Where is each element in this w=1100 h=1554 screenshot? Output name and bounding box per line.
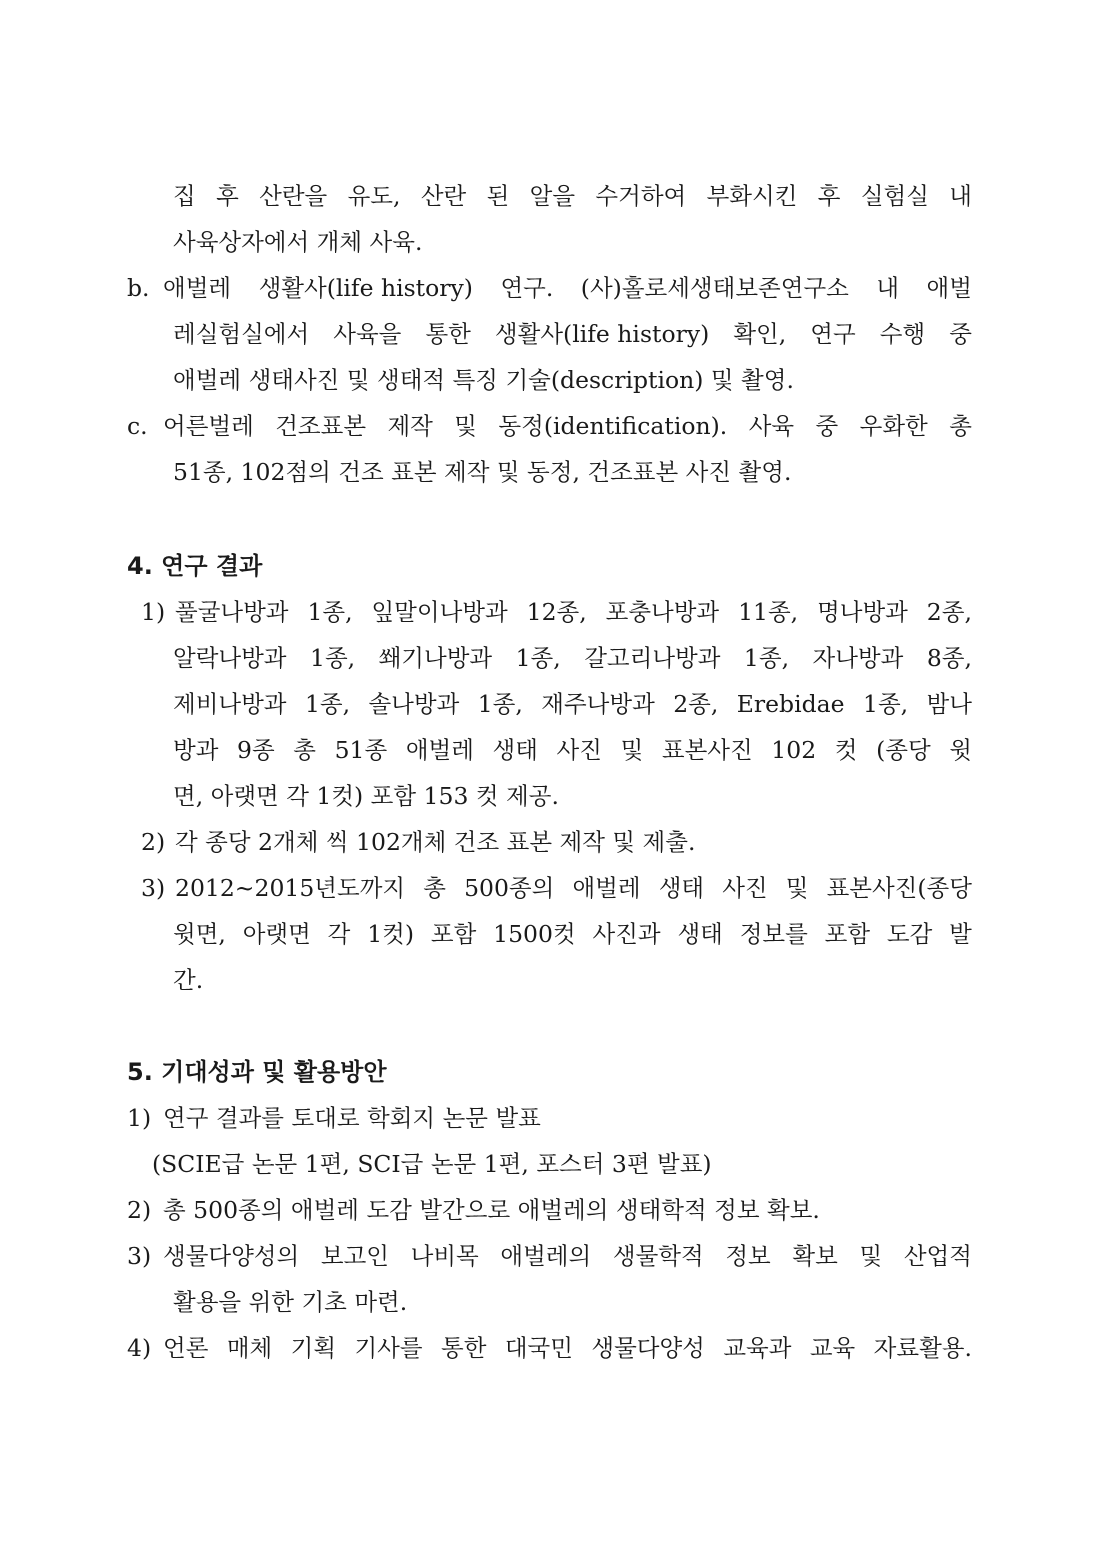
method-b-line-1-word: 생활사(life history) [258,274,473,302]
section-4-item-1-line-2-word: 8종, [926,644,972,672]
method-b-line-2-word: 생활사(life history) [494,320,710,348]
method-c-line-1-word: 사육 [748,412,795,440]
section-4-item-1-line-4 [0,732,1100,768]
method-b-line-2-word: 수행 [879,320,926,348]
section-4-item-1-line-4-word: 윗 [949,736,972,764]
section-4-item-3-line-1-word: 2012~2015년도까지 [175,874,406,902]
intro-line-1-word: 후 [216,182,239,210]
intro-line-1-word: 후 [817,182,841,210]
section-5-item-3-line-1 [0,1238,1100,1274]
method-b-line-2-word: 레실험실에서 [173,320,310,348]
section-4-item-1-line-2-word: 알락나방과 [173,644,287,672]
method-b-marker: b. [127,274,150,302]
section-4-item-1-line-5: 면, 아랫면 각 1컷) 포함 153 컷 제공. [173,782,559,810]
intro-line-1-word: 수거하여 [595,182,687,210]
intro-line-1-word: 알을 [529,182,576,210]
section-4-item-1-line-3-word: 솔나방과 [368,690,460,718]
method-b-line-2-word: 연구 [810,320,856,348]
section-4-item-3-line-2-word: 윗면, [173,920,226,948]
section-5-item-3-line-1-word: 나비목 [410,1242,479,1270]
section-4-item-3-line-2-word: 발 [949,920,972,948]
section-4-item-3-line-2-word: 도감 [886,920,933,948]
section-5-item-3-marker: 3) [127,1242,152,1270]
section-4-item-3-line-1-word: 생태 [658,874,705,902]
section-4-item-1-line-3-word: 밤나 [926,690,972,718]
section-4-item-1-line-3-word: 2종, [673,690,719,718]
section-4-item-3-line-3: 간. [173,966,204,994]
section-4-item-1-line-2-word: 쐐기나방과 [378,644,493,672]
section-4-item-1-line-3-word: Erebidae [736,690,845,718]
section-4-item-1-line-4-word: 9종 [237,736,275,764]
section-5-item-1-line-1: 연구 결과를 토대로 학회지 논문 발표 [163,1104,541,1132]
section-4-item-1-line-4-word: 생태 [492,736,538,764]
section-4-item-3-line-1-word: 애벌레 [572,874,641,902]
intro-line-2: 사육상자에서 개체 사육. [173,228,423,256]
section-4-item-1-line-4-word: 사진 [556,736,602,764]
method-b-line-1-word: 애벌레 [163,274,232,302]
section-4-item-1-line-4-word: 표본사진 [661,736,753,764]
section-4-item-3-line-2-word: 생태 [677,920,723,948]
section-4-item-1-line-1-word: 2종, [926,598,972,626]
section-4-item-1-line-2-word: 갈고리나방과 [584,644,721,672]
section-5-item-4-line-1-word: 매체 [226,1334,273,1362]
section-5-item-4-line-1-word: 기획 [290,1334,337,1362]
section-4-item-1-line-3-word: 제비나방과 [173,690,287,718]
intro-line-1 [0,178,1100,214]
section-4-item-1-line-1-word: 명나방과 [817,598,908,626]
section-5-item-2-marker: 2) [127,1196,152,1224]
section-4-item-3-line-2-word: 사진과 [592,920,661,948]
section-4-item-3-line-2-word: 1컷) [367,920,415,948]
section-4-item-3-line-2 [0,916,1100,952]
section-4-item-1-line-1-word: 풀굴나방과 [175,598,289,626]
method-c-line-1-word: 및 [454,412,477,440]
method-c-line-1 [0,408,1100,444]
section-4-item-1-marker: 1) [141,598,166,626]
section-4-item-2-line-1: 각 종당 2개체 씩 102개체 건조 표본 제작 및 제출. [175,828,696,856]
section-4-item-1-line-1-word: 12종, [526,598,587,626]
intro-line-1-word: 된 [486,182,510,210]
section-4-item-3-line-2-word: 아랫면 [242,920,311,948]
method-b-line-2-word: 중 [949,320,972,348]
section-4-item-3-line-2-word: 정보를 [739,920,808,948]
intro-line-1-word: 집 [173,182,196,210]
method-b-line-1-word: 내 [876,274,900,302]
section-4-item-1-line-1-word: 포충나방과 [605,598,720,626]
section-4-item-1-line-2-word: 1종, [310,644,356,672]
section-4-item-1-line-1 [0,594,1100,630]
section-5-item-4-line-1-word: 언론 [163,1334,209,1362]
method-c-line-1-word: 어른벌레 [163,412,254,440]
section-4-item-1-line-4-word: 방과 [173,736,219,764]
section-5-item-4-marker: 4) [127,1334,152,1362]
section-4-item-3-line-1-word: 총 [423,874,446,902]
section-5-item-4-line-1-word: 대국민 [504,1334,573,1362]
method-b-line-3: 애벌레 생태사진 및 생태적 특징 기술(description) 및 촬영. [173,366,794,394]
section-4-item-1-line-1-word: 1종, [307,598,353,626]
section-5-item-3-line-1-word: 생물다양성의 [163,1242,300,1270]
section-4-item-3-line-2-word: 포함 [430,920,477,948]
section-5-item-3-line-2: 활용을 위한 기초 마련. [173,1288,408,1316]
section-4-item-1-line-4-word: 102 [771,736,817,764]
method-c-marker: c. [127,412,148,440]
section-4-item-1-line-3-word: 재주나방과 [541,690,655,718]
section-4-item-1-line-3-word: 1종, [477,690,523,718]
section-4-item-1-line-2-word: 1종, [515,644,561,672]
method-c-line-1-word: 중 [815,412,839,440]
section-5-heading: 5. 기대성과 및 활용방안 [127,1058,387,1086]
section-5-item-3-line-1-word: 확보 [792,1242,838,1270]
method-c-line-1-word: 총 [949,412,972,440]
section-4-item-3-line-1-word: 표본사진(종당 [826,874,972,902]
section-5-item-4-line-1-word: 교육과 [723,1334,792,1362]
section-4-item-3-line-1-word: 및 [785,874,809,902]
method-b-line-1-word: 연구. [500,274,554,302]
section-4-item-1-line-2 [0,640,1100,676]
intro-line-1-word: 산란을 [259,182,328,210]
method-b-line-2 [0,316,1100,352]
section-4-item-3-line-2-word: 각 [327,920,351,948]
section-4-item-3-line-2-word: 포함 [824,920,871,948]
intro-line-1-word: 실험실 [860,182,929,210]
section-5-item-3-line-1-word: 정보 [725,1242,771,1270]
section-5-item-2-line-1: 총 500종의 애벌레 도감 발간으로 애벌레의 생태학적 정보 확보. [163,1196,820,1224]
section-4-item-3-line-1-word: 500종의 [464,874,555,902]
section-5-item-1-marker: 1) [127,1104,152,1132]
section-5-item-3-line-1-word: 산업적 [903,1242,972,1270]
section-4-item-3-line-1-word: 사진 [722,874,768,902]
method-b-line-1 [0,270,1100,306]
intro-line-1-word: 부화시킨 [706,182,798,210]
section-4-item-1-line-4-word: 컷 [834,736,858,764]
method-b-line-2-word: 확인, [733,320,787,348]
section-5-item-3-line-1-word: 생물학적 [612,1242,704,1270]
section-5-item-3-line-1-word: 애벌레의 [500,1242,592,1270]
section-4-item-1-line-3 [0,686,1100,722]
intro-line-1-word: 유도, [347,182,401,210]
method-b-line-1-word: (사)홀로세생태보존연구소 [580,274,849,302]
section-4-item-1-line-2-word: 1종, [743,644,790,672]
section-5-item-1-line-2: (SCIE급 논문 1편, SCI급 논문 1편, 포스터 3편 발표) [152,1150,712,1178]
intro-line-1-word: 산란 [420,182,467,210]
method-c-line-1-word: 제작 [387,412,433,440]
method-c-line-2: 51종, 102점의 건조 표본 제작 및 동정, 건조표본 사진 촬영. [173,458,792,486]
section-4-item-2-marker: 2) [141,828,166,856]
section-4-heading: 4. 연구 결과 [127,552,263,580]
section-5-item-4-line-1-word: 자료활용. [873,1334,972,1362]
section-4-item-1-line-3-word: 1종, [304,690,351,718]
section-5-item-3-line-1-word: 보고인 [320,1242,389,1270]
method-c-line-1-word: 우화한 [859,412,928,440]
section-5-item-4-line-1-word: 통한 [441,1334,487,1362]
section-5-item-4-line-1-word: 기사를 [354,1334,423,1362]
section-4-item-1-line-4-word: 총 [293,736,316,764]
section-4-item-1-line-4-word: 및 [620,736,644,764]
section-4-item-3-line-2-word: 1500컷 [493,920,576,948]
method-b-line-2-word: 통한 [425,320,471,348]
section-5-item-4-line-1 [0,1330,1100,1366]
section-5-item-3-line-1-word: 및 [859,1242,883,1270]
method-c-line-1-word: 동정(identification). [498,412,728,440]
method-b-line-1-word: 애벌 [926,274,972,302]
section-4-item-3-marker: 3) [141,874,166,902]
method-b-line-2-word: 사육을 [333,320,402,348]
section-5-item-4-line-1-word: 교육 [809,1334,856,1362]
section-5-item-4-line-1-word: 생물다양성 [591,1334,705,1362]
section-4-item-1-line-3-word: 1종, [863,690,909,718]
section-4-item-1-line-4-word: 애벌레 [405,736,474,764]
section-4-item-1-line-2-word: 자나방과 [812,644,904,672]
section-4-item-3-line-1 [0,870,1100,906]
section-4-item-1-line-1-word: 잎말이나방과 [371,598,508,626]
section-4-item-1-line-4-word: (종당 [876,736,931,764]
intro-line-1-word: 내 [949,182,972,210]
method-c-line-1-word: 건조표본 [275,412,367,440]
section-4-item-1-line-4-word: 51종 [334,736,388,764]
section-4-item-1-line-1-word: 11종, [738,598,799,626]
